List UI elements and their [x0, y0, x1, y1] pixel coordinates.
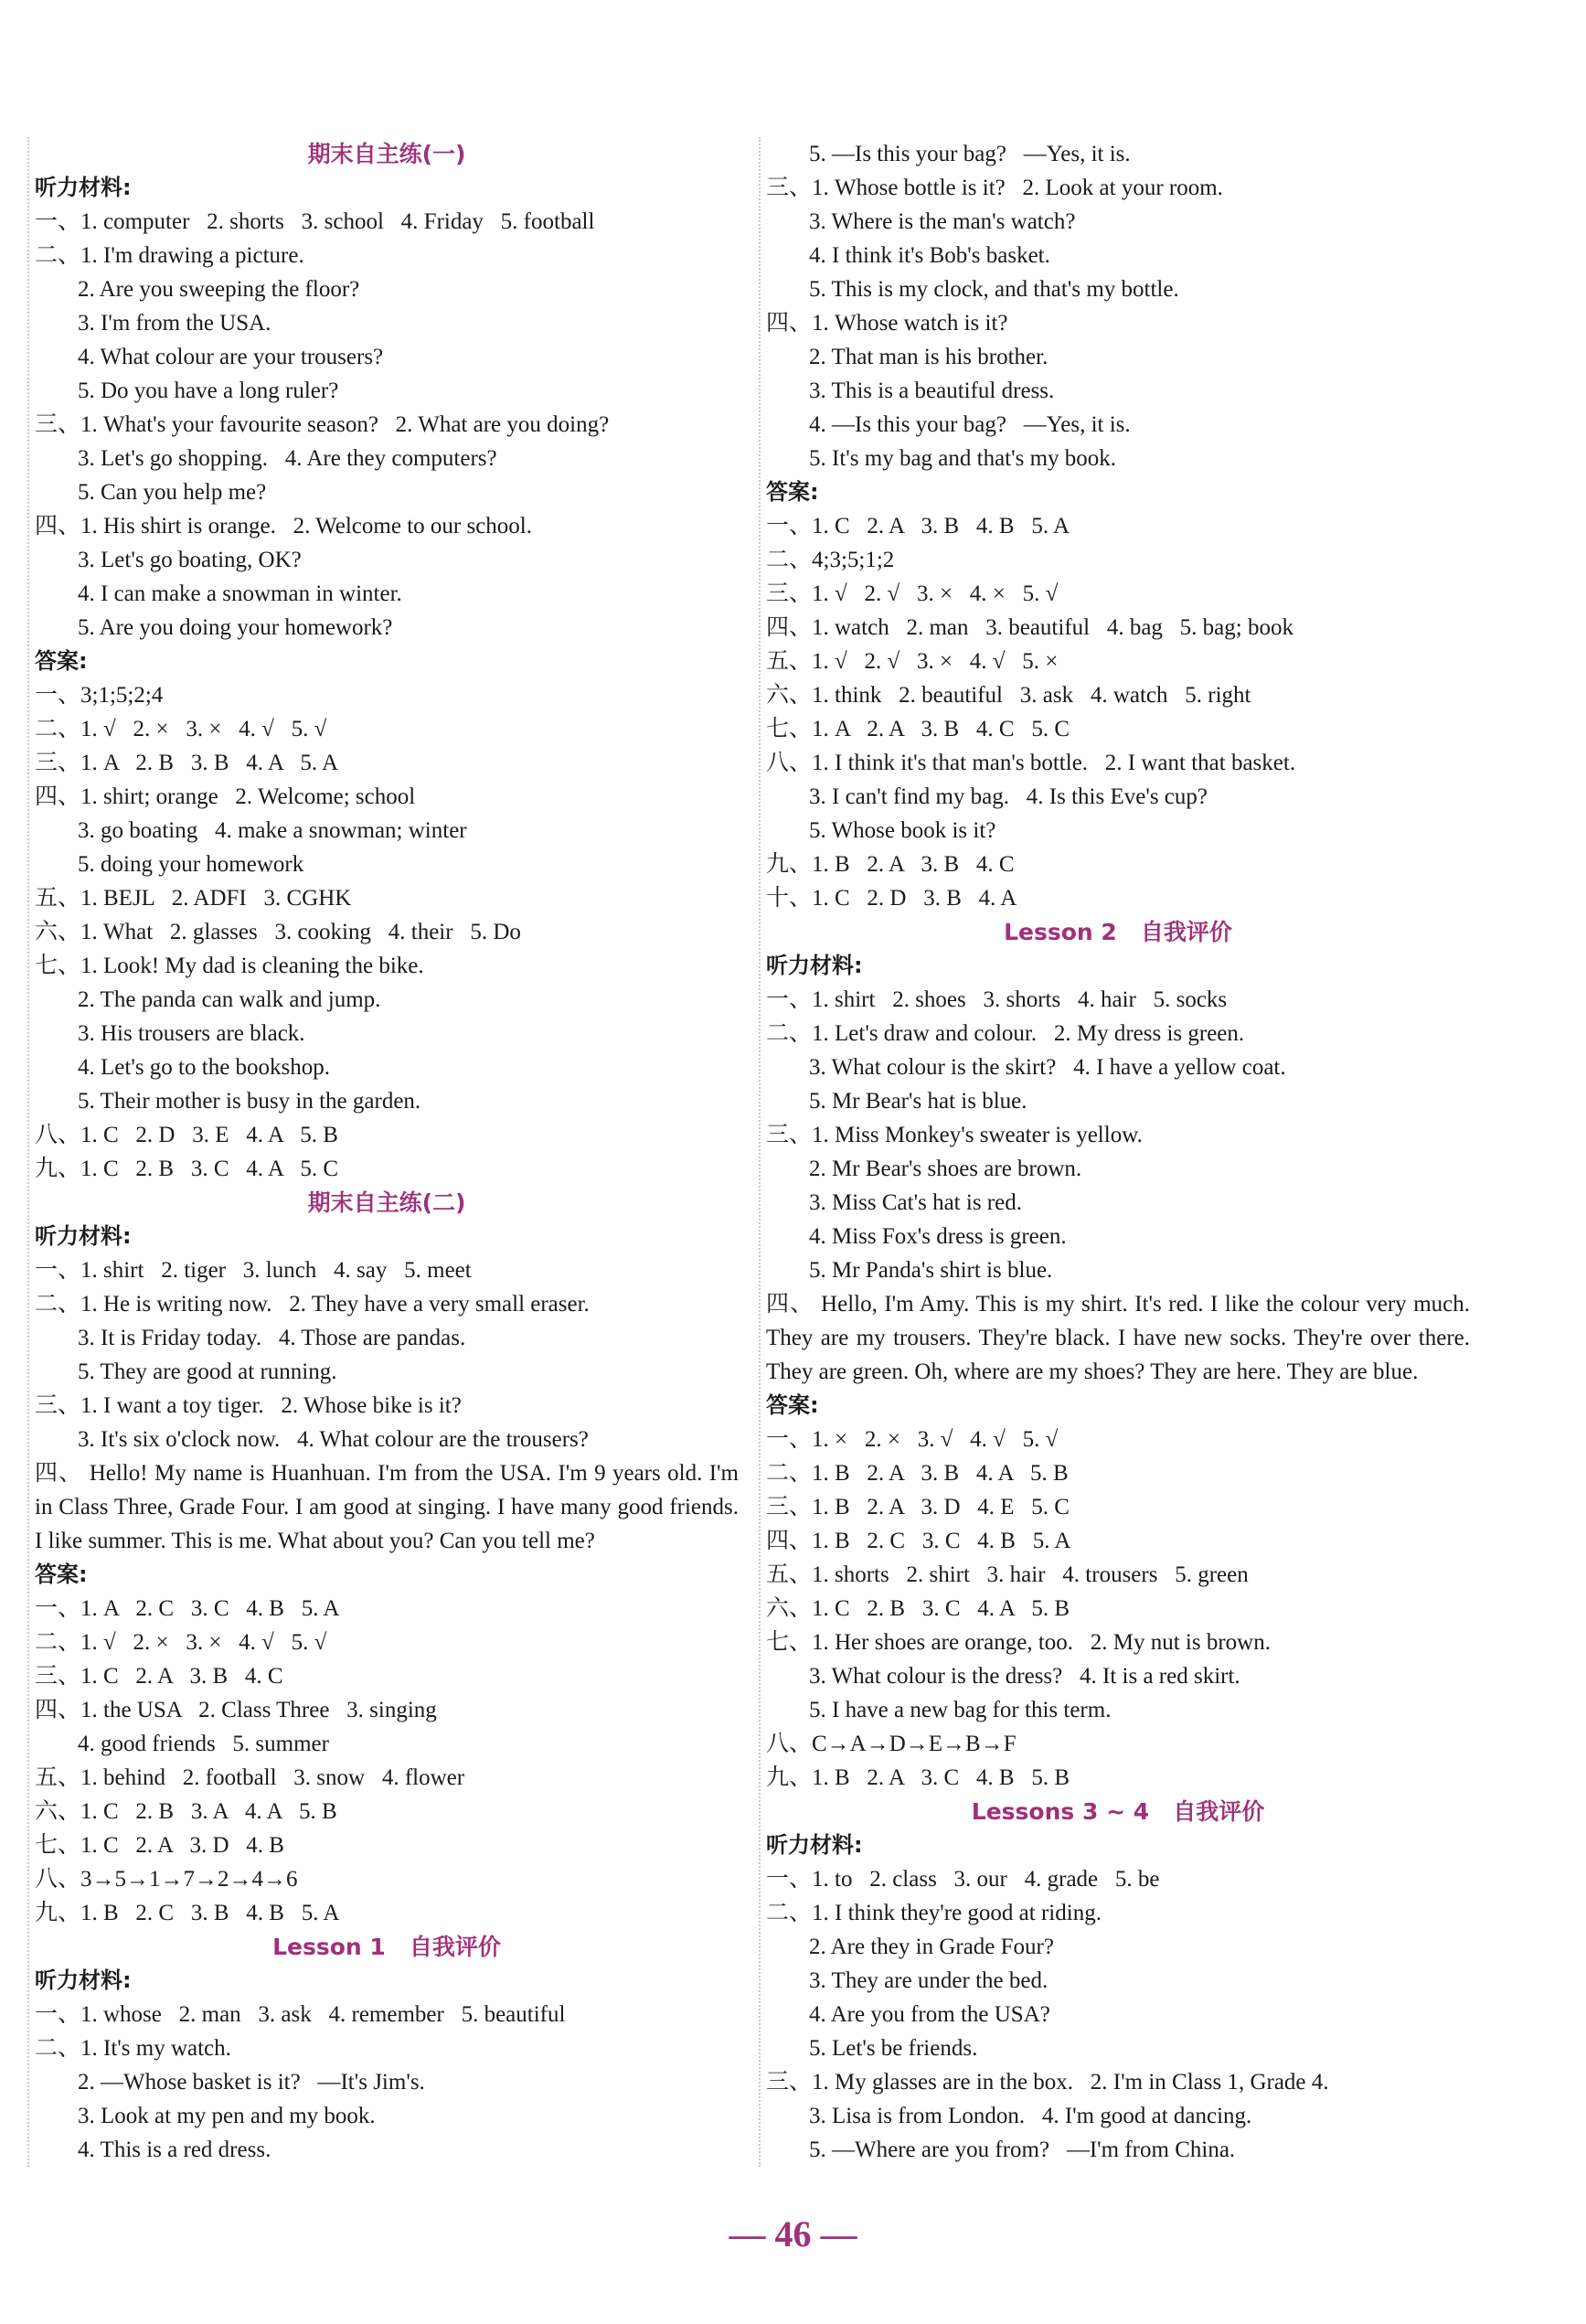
- answer-subline: 5. Do you have a long ruler?: [78, 378, 339, 403]
- answer-line: 二、1. I think they're good at riding.: [766, 1901, 1102, 1925]
- answer-subline: 5. They are good at running.: [78, 1359, 337, 1384]
- answer-subline: 2. —Whose basket is it? —It's Jim's.: [78, 2070, 425, 2095]
- answer-subline: 4. This is a red dress.: [78, 2137, 271, 2162]
- answer-line: 四、1. shirt; orange 2. Welcome; school: [35, 784, 416, 809]
- answer-subline: 2. Mr Bear's shoes are brown.: [809, 1157, 1082, 1181]
- answer-subline: 5. Are you doing your homework?: [78, 615, 393, 640]
- section-heading: 期末自主练(一): [307, 141, 466, 167]
- answer-subline: 3. Let's go boating, OK?: [78, 548, 302, 572]
- answer-subline: 2. Are you sweeping the floor?: [78, 277, 360, 302]
- answer-subline: 5. —Is this your bag? —Yes, it is.: [809, 142, 1131, 166]
- answer-line: 三、1. Whose bottle is it? 2. Look at your room.: [766, 176, 1223, 200]
- answer-subline: 3. Look at my pen and my book.: [78, 2104, 376, 2128]
- answer-line: 五、1. BEJL 2. ADFI 3. CGHK: [35, 886, 352, 911]
- answer-subline: 4. Are you from the USA?: [809, 2002, 1050, 2027]
- section-heading: Lesson 1 自我评价: [272, 1934, 501, 1960]
- answer-line: 三、1. I want a toy tiger. 2. Whose bike is it?: [35, 1393, 462, 1418]
- answer-subline: 3. It is Friday today. 4. Those are pandas.: [78, 1326, 466, 1350]
- section-heading: 期末自主练(二): [307, 1189, 466, 1216]
- answer-subline: 5. Whose book is it?: [809, 818, 996, 843]
- answer-subline: 4. What colour are your trousers?: [78, 345, 384, 369]
- answer-line: 十、1. C 2. D 3. B 4. A: [766, 886, 1017, 911]
- answer-line: 三、1. What's your favourite season? 2. What are you doing?: [35, 412, 610, 437]
- answer-subline: 4. good friends 5. summer: [78, 1732, 329, 1756]
- answer-line: 四、1. B 2. C 3. C 4. B 5. A: [766, 1529, 1071, 1553]
- answer-subline: 5. Mr Panda's shirt is blue.: [809, 1258, 1053, 1283]
- answer-subline: 2. The panda can walk and jump.: [78, 987, 381, 1012]
- answer-subline: 3. I'm from the USA.: [78, 311, 271, 336]
- answer-line: 三、1. My glasses are in the box. 2. I'm in Class 1, Grade 4.: [766, 2070, 1329, 2095]
- answer-subline: 4. —Is this your bag? —Yes, it is.: [809, 412, 1131, 437]
- answer-line: 二、1. √ 2. × 3. × 4. √ 5. √: [35, 717, 327, 741]
- section-label: 答案:: [35, 648, 88, 674]
- answer-subline: 5. I have a new bag for this term.: [809, 1698, 1112, 1722]
- answer-line: 六、1. What 2. glasses 3. cooking 4. their 5. Do: [35, 920, 521, 944]
- answer-line: 一、1. A 2. C 3. C 4. B 5. A: [35, 1596, 340, 1621]
- answer-line: 三、1. C 2. A 3. B 4. C: [35, 1664, 283, 1689]
- section-label: 听力材料:: [35, 1967, 132, 1993]
- answer-line: 七、1. C 2. A 3. D 4. B: [35, 1833, 284, 1858]
- answer-subline: 5. Can you help me?: [78, 480, 267, 505]
- left-column: [27, 137, 739, 2167]
- answer-line: 二、1. I'm drawing a picture.: [35, 243, 304, 268]
- answer-line: 三、1. √ 2. √ 3. × 4. × 5. √: [766, 581, 1059, 606]
- answer-subline: 5. Their mother is busy in the garden.: [78, 1089, 421, 1114]
- section-label: 听力材料:: [35, 175, 132, 200]
- answer-line: 九、1. B 2. A 3. C 4. B 5. B: [766, 1765, 1070, 1790]
- right-column: [759, 137, 1470, 2167]
- answer-subline: 2. Are they in Grade Four?: [809, 1935, 1054, 1959]
- answer-line: 二、4;3;5;1;2: [766, 548, 895, 572]
- answer-subline: 3. Lisa is from London. 4. I'm good at dancing.: [809, 2104, 1252, 2128]
- answer-line: 二、1. Let's draw and colour. 2. My dress is green.: [766, 1021, 1245, 1046]
- answer-line: 六、1. think 2. beautiful 3. ask 4. watch 5. right: [766, 683, 1251, 708]
- answer-line: 六、1. C 2. B 3. A 4. A 5. B: [35, 1799, 337, 1824]
- listening-passage: 四、 Hello, I'm Amy. This is my shirt. It's red. I like the colour very much. They are my trousers. They're black. I have new socks. They're over there. They are green. Oh, where are my shoes? They are here. They are blue.: [766, 1292, 1470, 1384]
- answer-line: 一、1. computer 2. shorts 3. school 4. Friday 5. football: [35, 209, 595, 234]
- answer-subline: 3. Let's go shopping. 4. Are they computers?: [78, 446, 497, 471]
- answer-line: 九、1. B 2. A 3. B 4. C: [766, 852, 1015, 877]
- answer-line: 九、1. C 2. B 3. C 4. A 5. C: [35, 1157, 338, 1181]
- section-heading: Lessons 3 ~ 4 自我评价: [971, 1798, 1265, 1825]
- answer-subline: 5. It's my bag and that's my book.: [809, 446, 1117, 471]
- section-label: 答案:: [766, 479, 819, 505]
- answer-line: 八、C→A→D→E→B→F: [766, 1732, 1017, 1756]
- answer-line: 三、1. B 2. A 3. D 4. E 5. C: [766, 1495, 1070, 1519]
- answer-subline: 3. I can't find my bag. 4. Is this Eve's cup?: [809, 784, 1208, 809]
- section-label: 听力材料:: [35, 1223, 132, 1249]
- listening-passage: 四、 Hello! My name is Huanhuan. I'm from the USA. I'm 9 years old. I'm in Class Three, Grade Four. I am good at singing. I have many good friends. I like summer. This is me. What about you? Can you tell me?: [35, 1461, 739, 1553]
- answer-line: 四、1. the USA 2. Class Three 3. singing: [35, 1698, 437, 1722]
- answer-subline: 2. That man is his brother.: [809, 345, 1048, 369]
- answer-line: 一、1. × 2. × 3. √ 4. √ 5. √: [766, 1427, 1059, 1452]
- answer-subline: 3. It's six o'clock now. 4. What colour are the trousers?: [78, 1427, 589, 1452]
- answer-line: 二、1. He is writing now. 2. They have a very small eraser.: [35, 1292, 590, 1317]
- answer-subline: 5. doing your homework: [78, 852, 304, 877]
- answer-line: 七、1. Her shoes are orange, too. 2. My nut is brown.: [766, 1630, 1271, 1655]
- answer-subline: 3. What colour is the dress? 4. It is a red skirt.: [809, 1664, 1240, 1689]
- answer-subline: 5. Mr Bear's hat is blue.: [809, 1089, 1027, 1114]
- answer-line: 四、1. watch 2. man 3. beautiful 4. bag 5. bag; book: [766, 615, 1293, 640]
- answer-line: 五、1. shorts 2. shirt 3. hair 4. trousers 5. green: [766, 1562, 1249, 1587]
- answer-line: 一、1. whose 2. man 3. ask 4. remember 5. beautiful: [35, 2002, 566, 2027]
- answer-line: 八、3→5→1→7→2→4→6: [35, 1867, 298, 1892]
- section-label: 听力材料:: [766, 1832, 863, 1858]
- section-label: 听力材料:: [766, 953, 863, 978]
- answer-line: 一、3;1;5;2;4: [35, 683, 164, 708]
- answer-subline: 3. They are under the bed.: [809, 1968, 1048, 1993]
- answer-line: 二、1. It's my watch.: [35, 2036, 231, 2061]
- answer-line: 二、1. √ 2. × 3. × 4. √ 5. √: [35, 1630, 327, 1655]
- answer-subline: 4. I think it's Bob's basket.: [809, 243, 1050, 268]
- answer-line: 三、1. A 2. B 3. B 4. A 5. A: [35, 751, 338, 775]
- answer-subline: 5. Let's be friends.: [809, 2036, 978, 2061]
- answer-subline: 3. This is a beautiful dress.: [809, 378, 1055, 403]
- answer-subline: 3. His trousers are black.: [78, 1021, 305, 1046]
- answer-line: 二、1. B 2. A 3. B 4. A 5. B: [766, 1461, 1069, 1486]
- answer-line: 一、1. shirt 2. shoes 3. shorts 4. hair 5. socks: [766, 987, 1228, 1012]
- page-number: — 46 —: [729, 2213, 857, 2255]
- answer-line: 五、1. behind 2. football 3. snow 4. flower: [35, 1765, 465, 1790]
- answer-subline: 3. What colour is the skirt? 4. I have a yellow coat.: [809, 1055, 1286, 1080]
- answer-line: 一、1. to 2. class 3. our 4. grade 5. be: [766, 1867, 1160, 1892]
- answer-line: 七、1. A 2. A 3. B 4. C 5. C: [766, 717, 1070, 741]
- answer-subline: 5. This is my clock, and that's my bottle.: [809, 277, 1179, 302]
- answer-line: 八、1. C 2. D 3. E 4. A 5. B: [35, 1123, 338, 1147]
- answer-line: 四、1. His shirt is orange. 2. Welcome to our school.: [35, 514, 532, 538]
- answer-subline: 3. Miss Cat's hat is red.: [809, 1190, 1022, 1215]
- answer-subline: 4. Miss Fox's dress is green.: [809, 1224, 1067, 1249]
- answer-line: 六、1. C 2. B 3. C 4. A 5. B: [766, 1596, 1070, 1621]
- section-label: 答案:: [766, 1392, 819, 1418]
- answer-subline: 3. Where is the man's watch?: [809, 209, 1076, 234]
- answer-line: 七、1. Look! My dad is cleaning the bike.: [35, 954, 424, 978]
- section-heading: Lesson 2 自我评价: [1004, 919, 1232, 945]
- answer-subline: 4. Let's go to the bookshop.: [78, 1055, 331, 1080]
- answer-subline: 5. —Where are you from? —I'm from China.: [809, 2137, 1236, 2162]
- answer-line: 一、1. shirt 2. tiger 3. lunch 4. say 5. meet: [35, 1258, 472, 1283]
- answer-line: 八、1. I think it's that man's bottle. 2. I want that basket.: [766, 751, 1296, 775]
- answer-line: 三、1. Miss Monkey's sweater is yellow.: [766, 1123, 1143, 1147]
- answer-line: 九、1. B 2. C 3. B 4. B 5. A: [35, 1901, 340, 1925]
- answer-subline: 4. I can make a snowman in winter.: [78, 581, 402, 606]
- answer-line: 一、1. C 2. A 3. B 4. B 5. A: [766, 514, 1070, 538]
- answer-line: 四、1. Whose watch is it?: [766, 311, 1008, 336]
- answer-line: 五、1. √ 2. √ 3. × 4. √ 5. ×: [766, 649, 1059, 674]
- section-label: 答案:: [35, 1562, 88, 1587]
- answer-subline: 3. go boating 4. make a snowman; winter: [78, 818, 467, 843]
